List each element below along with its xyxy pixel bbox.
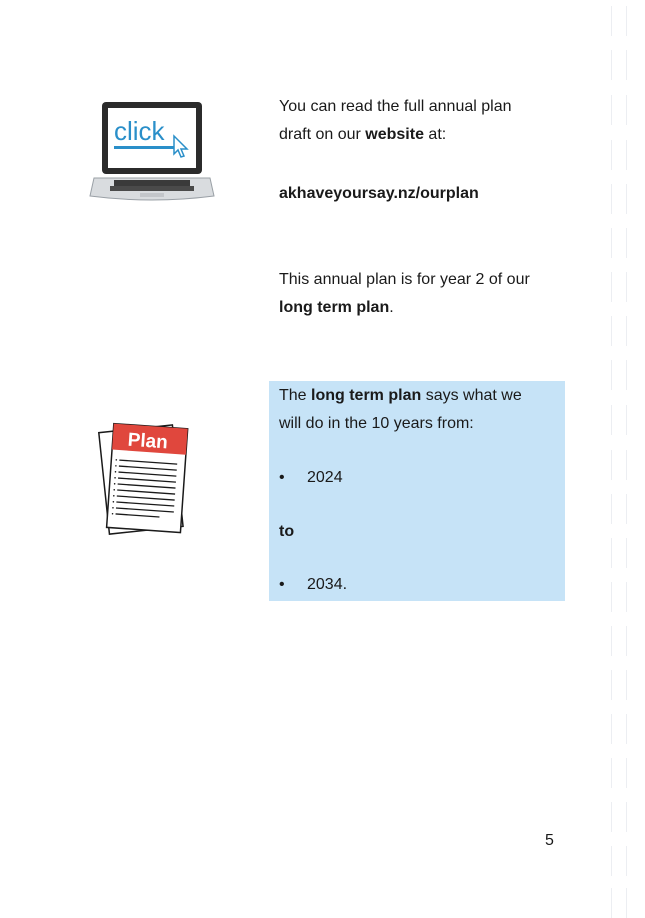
bullet-item-2024 bbox=[279, 464, 343, 492]
bullet-text-2024: 2024 bbox=[307, 469, 343, 486]
plan-document-icon bbox=[96, 420, 196, 542]
year-line-2-post: . bbox=[389, 299, 394, 316]
laptop-click-text: click bbox=[114, 116, 165, 146]
website-word: website bbox=[365, 126, 424, 143]
bullet-item-2034 bbox=[279, 571, 347, 599]
ltp-line-1 bbox=[279, 382, 569, 410]
ltp-paragraph bbox=[279, 382, 569, 438]
ltp-line-2: will do in the 10 years from: bbox=[279, 415, 474, 432]
plan-label: Plan bbox=[127, 429, 169, 454]
year-line-2 bbox=[279, 294, 569, 322]
ltp-line-1-bold: long term plan bbox=[311, 387, 422, 404]
ltp-line-1-pre: The bbox=[279, 387, 312, 404]
website-line-1: You can read the full annual plan bbox=[279, 98, 512, 115]
website-paragraph bbox=[279, 93, 569, 149]
bullet-text-2034: 2034. bbox=[307, 576, 348, 593]
bullet-icon: • bbox=[279, 469, 285, 486]
website-line-2-pre: draft on our bbox=[279, 126, 366, 143]
page-number: 5 bbox=[545, 832, 554, 849]
year-paragraph bbox=[279, 266, 569, 322]
binding-edge bbox=[611, 0, 627, 912]
laptop-click-icon bbox=[88, 100, 218, 208]
website-line-2 bbox=[279, 121, 569, 149]
website-line-2-post: at: bbox=[423, 126, 447, 143]
website-url[interactable]: akhaveyoursay.nz/ourplan bbox=[279, 185, 479, 202]
long-term-plan-term: long term plan bbox=[279, 299, 390, 316]
ltp-line-1-post: says what we bbox=[421, 387, 522, 404]
year-line-1: This annual plan is for year 2 of our bbox=[279, 271, 530, 288]
bullet-icon: • bbox=[279, 576, 285, 593]
connector-to: to bbox=[279, 523, 295, 540]
